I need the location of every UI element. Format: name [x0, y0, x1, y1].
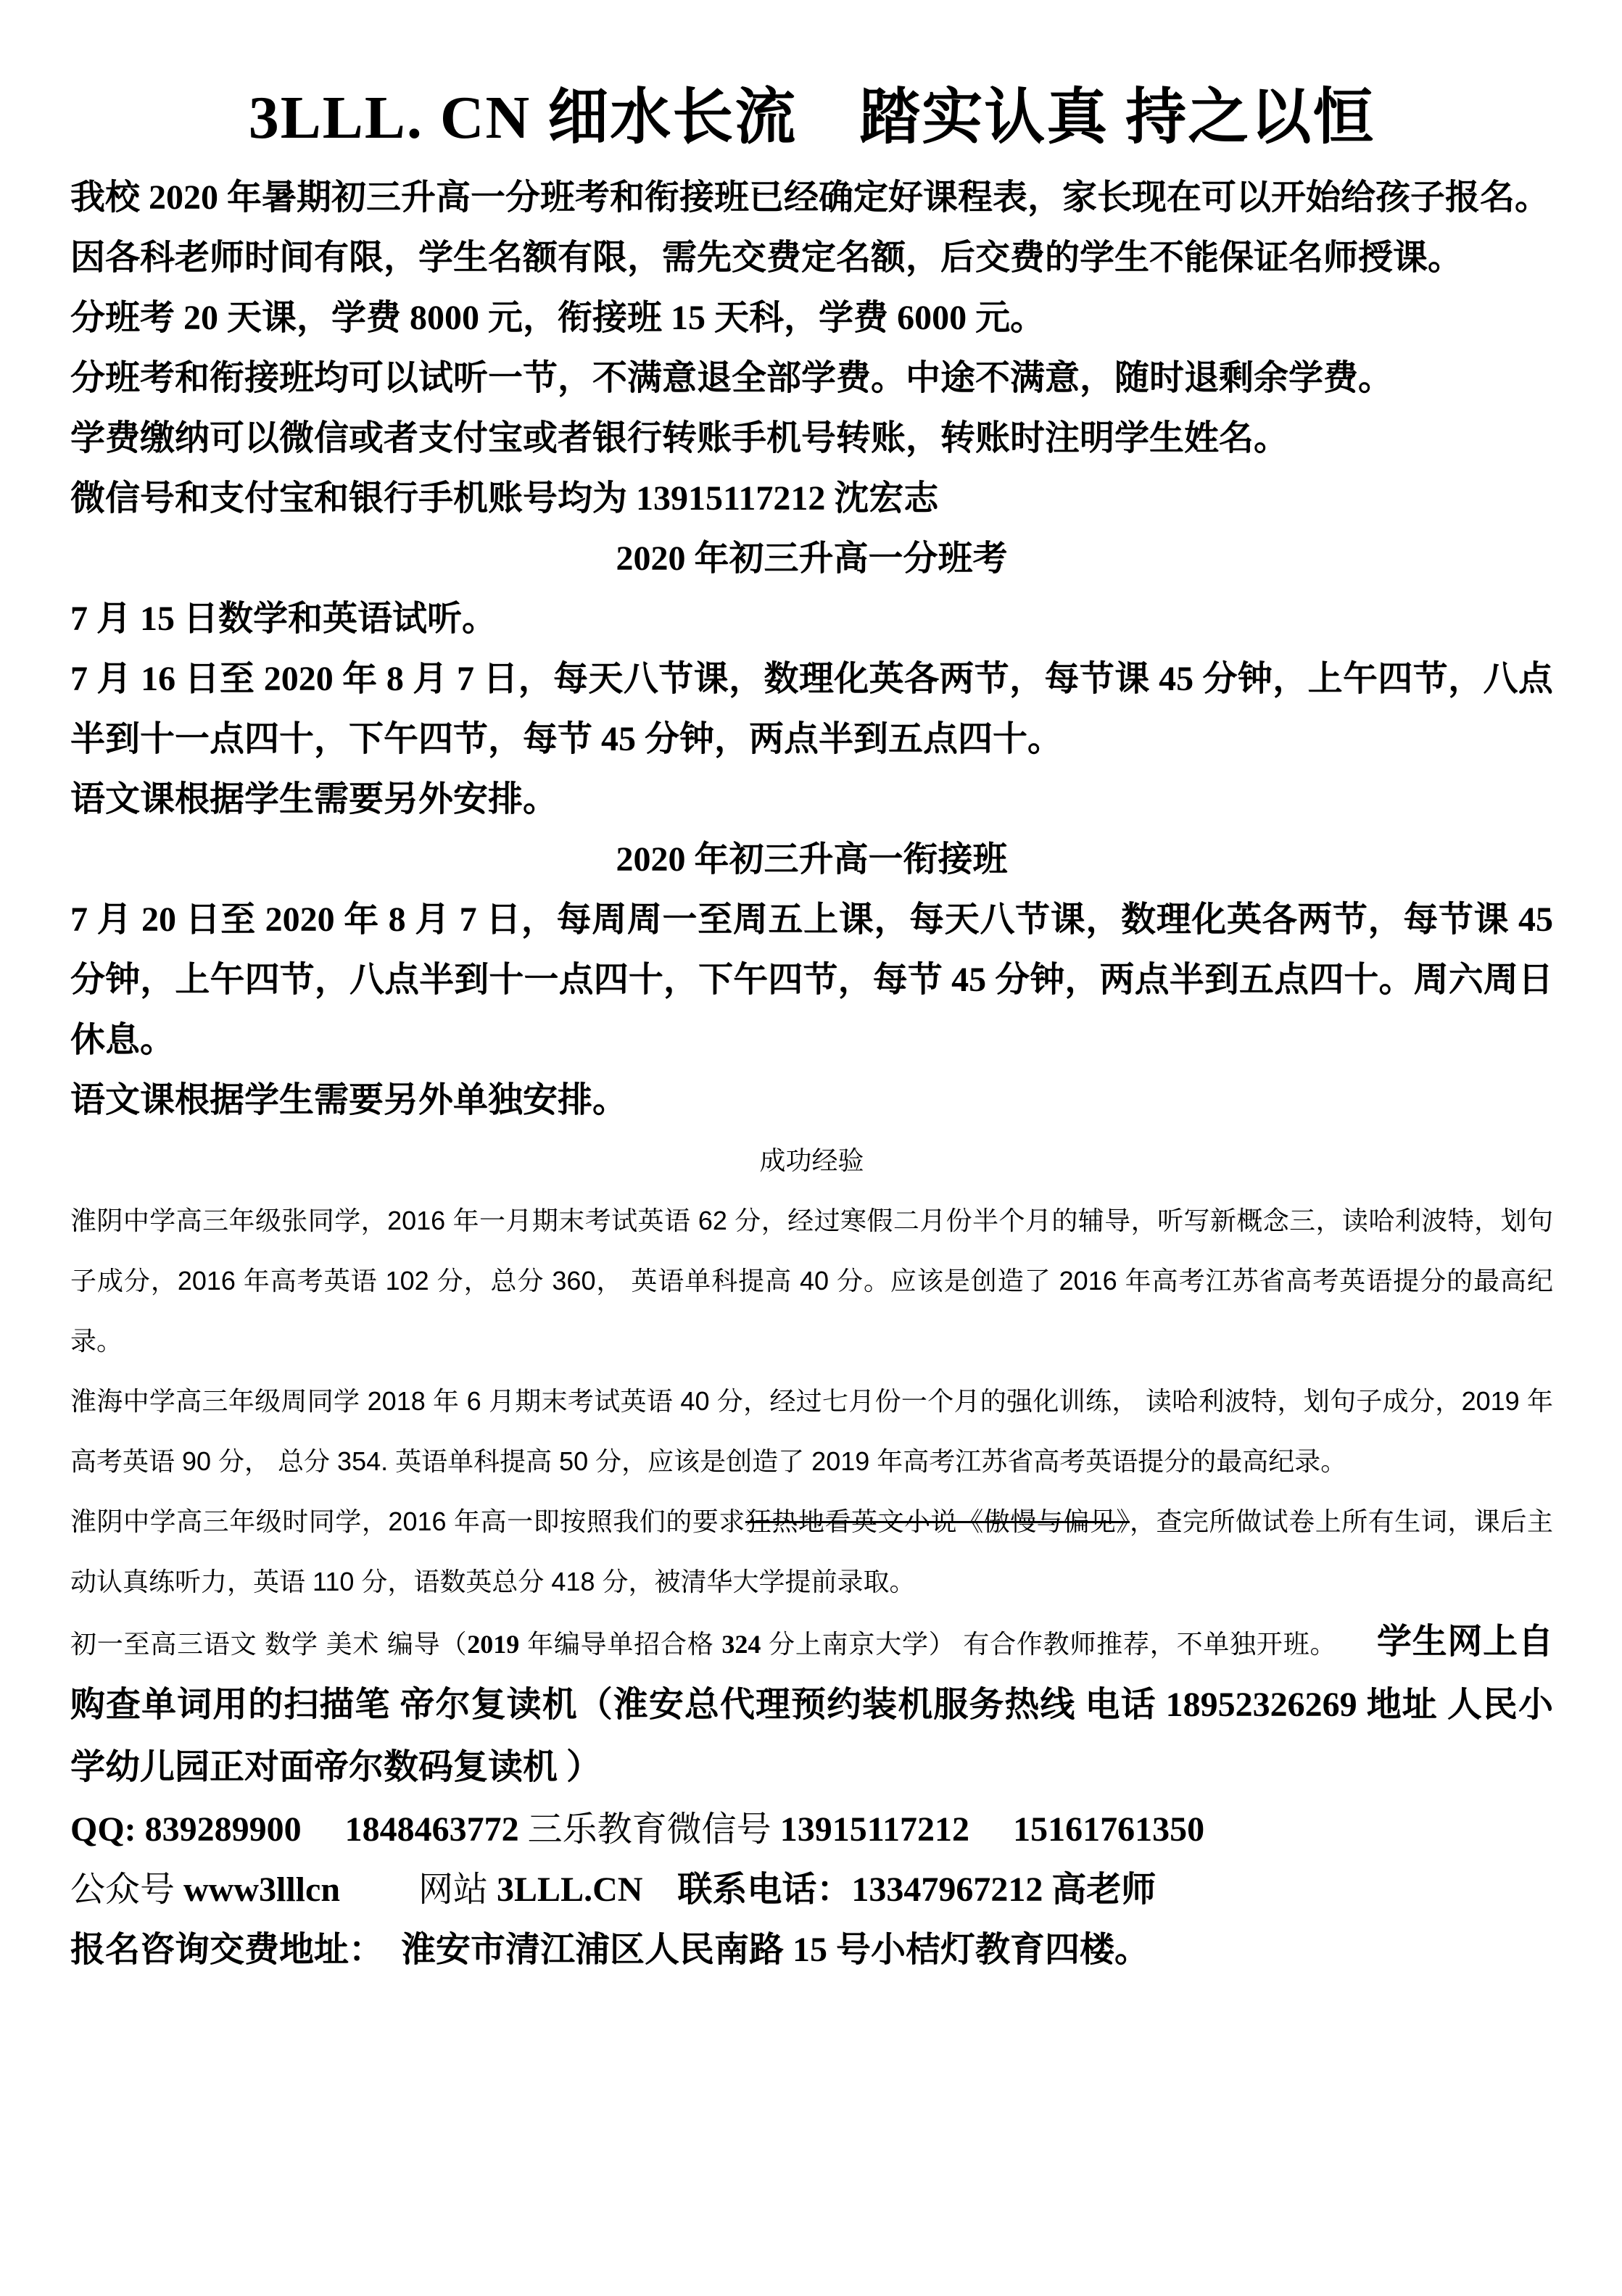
heading-fenban-exam	[70, 529, 1553, 589]
text-run: 初一至高三语文 数学 美术 编导（	[70, 1629, 468, 1659]
text-run: 月	[88, 900, 141, 940]
text-run: 沈宏志	[825, 479, 939, 518]
paragraph-trial-date	[70, 589, 1553, 649]
text-run: 号小桔灯教育四楼。	[827, 1931, 1150, 1970]
text-run: 分钟，上午四节，八点半到十一点四十，下午四节，每节	[70, 961, 952, 1000]
paragraph-payment-account	[70, 468, 1553, 529]
text-run: ，查完所做试卷上所有生词，课后主动认真练听力，英语 110 分，语数英总分 418 分，被清华大学提前录取。	[70, 1507, 1553, 1597]
text-run: 元。	[967, 299, 1046, 338]
text-run: 我校	[70, 178, 149, 217]
text-run: 2020	[616, 539, 686, 579]
text-run: 2020	[265, 900, 335, 940]
text-run: 1848463772	[344, 1810, 519, 1849]
paragraph-fenban-chinese	[70, 769, 1553, 829]
text-run: 分钟，上午四节，八点半到十一点四十，下午四节，每节	[70, 660, 1553, 759]
text-run: 学生网上自购查单词用的扫描笔 帝尔复读机（淮安总代理预约装机服务热线 电话	[70, 1622, 1553, 1725]
text-run: 日至	[175, 900, 265, 940]
text-run: 15	[671, 299, 706, 338]
heading-success-stories	[70, 1130, 1553, 1190]
text-run: 淮海中学高三年级周同学 2018 年 6 月期末考试英语 40 分，经过七月份一个月的强化训练， 读哈利波特，划句子成分，2019 年高考英语 90 分， 总分 354. 英语单科提高 50 分，应该是创造了 2019 年高考江苏省高考英语提分的最高纪录。	[70, 1386, 1553, 1477]
text-run: 15161761350	[1013, 1810, 1205, 1849]
text-run	[969, 1810, 1013, 1849]
text-run: 8	[386, 660, 404, 699]
text-run: 13347967212	[851, 1870, 1043, 1910]
text-run: 分上南京大学） 有合作教师推荐，不单独开班。	[761, 1629, 1377, 1659]
text-run: 7	[70, 900, 88, 940]
text-run: 7	[457, 660, 475, 699]
text-run: 日，每周周一至周五上课，每天八节课，数理化英各两节，每节课	[476, 900, 1518, 940]
text-run: 日，每天八节课，数理化英各两节，每节课	[474, 660, 1159, 699]
text-run: 地址 人民小学幼儿园正对面帝尔数码复读机 ）	[70, 1686, 1553, 1787]
text-run: 年	[334, 900, 389, 940]
contact-qq-wechat-line	[70, 1799, 1553, 1860]
text-run: 2020	[616, 840, 686, 879]
text-run: 语文课根据学生需要另外单独安排。	[70, 1081, 628, 1120]
paragraph-success-zhang	[70, 1190, 1553, 1371]
paragraph-fenban-schedule	[70, 649, 1553, 769]
text-run: 分钟，两点半到五点四十。周六周日休息。	[70, 961, 1553, 1060]
text-run: 2019	[467, 1630, 520, 1659]
text-run: 年暑期初三升高一分班考和衔接班已经确定好课程表，家长现在可以开始给孩子报名。	[218, 178, 1550, 217]
text-run: 8000	[410, 299, 480, 338]
text-run: 因各科老师时间有限，学生名额有限，需先交费定名额，后交费的学生不能保证名师授课。	[70, 239, 1463, 278]
text-run: 7	[70, 600, 88, 639]
text-run: 年	[333, 660, 386, 699]
text-run: 淮阴中学高三年级时同学，2016 年高一即按照我们的要求	[70, 1507, 745, 1537]
paragraph-fees	[70, 288, 1553, 348]
text-run: 分钟，两点半到五点四十。	[636, 720, 1063, 759]
contact-site-phone-line	[70, 1860, 1553, 1920]
text-run: 18952326269	[1165, 1686, 1357, 1725]
text-run: 淮阴中学高三年级张同学，2016 年一月期末考试英语 62 分，经过寒假二月份半个月的辅导，听写新概念三，读哈利波特，划句子成分，2016 年高考英语 102 分，总分 360， 英语单科提高 40 分。应该是创造了 2016 年高考江苏省高考英语提分的最高纪录。	[70, 1206, 1553, 1356]
paragraph-teacher-limit	[70, 228, 1553, 288]
text-run: QQ: 839289900	[70, 1810, 302, 1849]
text-run: 公众号	[70, 1870, 184, 1910]
text-run: 微信号和支付宝和银行手机账号均为	[70, 479, 637, 518]
text-run: 月	[88, 600, 141, 639]
text-run: 20	[141, 900, 176, 940]
text-run: 8	[388, 900, 406, 940]
text-run: 天课，学费	[218, 299, 410, 338]
text-run: 日至	[175, 660, 264, 699]
text-run: 网站	[340, 1870, 497, 1910]
paragraph-success-shi	[70, 1491, 1553, 1612]
text-run: 高老师	[1043, 1870, 1156, 1910]
text-run: 2020	[149, 178, 219, 217]
text-run: 7	[70, 660, 88, 699]
paragraph-success-zhou	[70, 1371, 1553, 1491]
text-run: 6000	[897, 299, 967, 338]
text-run: 月	[405, 900, 460, 940]
heading-xianjie-class	[70, 829, 1553, 890]
text-run: 45	[601, 720, 637, 759]
page-title: 3LLL. CN 细水长流 踏实认真 持之以恒	[248, 84, 1375, 152]
paragraph-enrollment-intro	[70, 167, 1553, 228]
text-run: 天科，学费	[706, 299, 898, 338]
paragraph-xianjie-schedule	[70, 890, 1553, 1070]
text-run: 分班考	[70, 299, 184, 338]
text-run: 324	[721, 1630, 761, 1659]
text-run: 年初三升高一分班考	[685, 539, 1008, 579]
text-run: 分班考和衔接班均可以试听一节，不满意退全部学费。中途不满意，随时退剩余学费。	[70, 359, 1394, 398]
text-run: 报名咨询交费地址： 淮安市清江浦区人民南路	[70, 1931, 793, 1970]
text-run: 学费缴纳可以微信或者支付宝或者银行转账手机号转账，转账时注明学生姓名。	[70, 419, 1289, 458]
text-run: 15	[140, 600, 175, 639]
paragraph-xianjie-chinese	[70, 1070, 1553, 1130]
text-run: 15	[793, 1931, 828, 1970]
text-run	[302, 1810, 345, 1849]
text-run: 7	[459, 900, 477, 940]
text-run: 联系电话：	[642, 1870, 852, 1910]
text-run: 13915117212	[636, 479, 826, 518]
text-run: www3lllcn	[183, 1870, 341, 1910]
text-run: 20	[183, 299, 219, 338]
text-run: 45	[951, 961, 987, 1000]
text-run: 13915117212	[779, 1810, 970, 1849]
contact-address-line	[70, 1920, 1553, 1980]
text-run: 元，衔接班	[479, 299, 671, 338]
text-run: 狂热地看英文小说《傲慢与偏见》	[745, 1507, 1130, 1537]
text-run: 16	[141, 660, 176, 699]
text-run: 语文课根据学生需要另外安排。	[70, 780, 558, 819]
text-run: 45	[1518, 900, 1553, 940]
text-run: 日数学和英语试听。	[175, 600, 497, 639]
text-run: 年编导单招合格	[519, 1629, 722, 1659]
paragraph-trial-refund	[70, 348, 1553, 408]
text-run: 45	[1159, 660, 1194, 699]
text-run: 3LLL.CN	[497, 1870, 643, 1910]
text-run: 三乐教育微信号	[518, 1810, 780, 1849]
text-run: 2020	[263, 660, 334, 699]
text-run: 年初三升高一衔接班	[685, 840, 1008, 879]
text-run: 月	[88, 660, 141, 699]
paragraph-courses-and-scanner	[70, 1612, 1553, 1799]
paragraph-payment-methods	[70, 408, 1553, 468]
text-run: 成功经验	[759, 1145, 864, 1176]
text-run: 月	[403, 660, 458, 699]
